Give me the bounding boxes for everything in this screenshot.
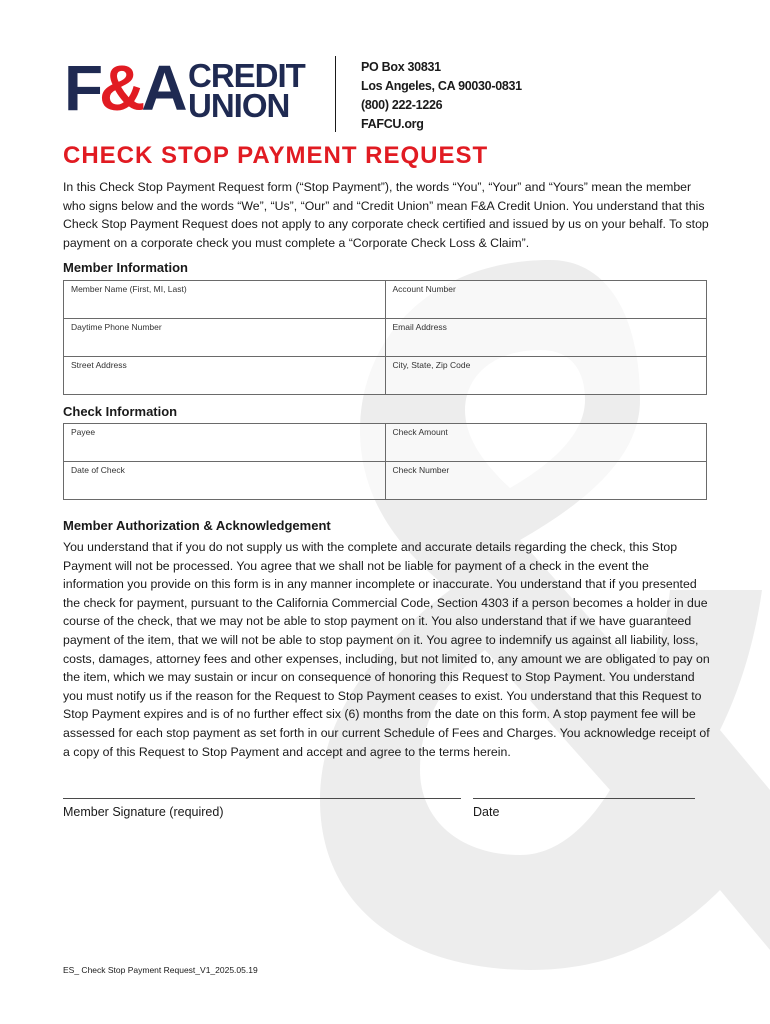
fa-credit-union-logo (64, 52, 314, 128)
address-phone: (800) 222-1226 (361, 98, 443, 112)
address-website[interactable]: FAFCU.org (361, 117, 424, 131)
check-amount-field[interactable] (385, 424, 707, 462)
street-address-field[interactable] (64, 357, 386, 395)
page-title: CHECK STOP PAYMENT REQUEST (63, 142, 489, 169)
email-label: Email Address (392, 322, 447, 332)
member-signature-line[interactable] (63, 798, 461, 799)
intro-paragraph: In this Check Stop Payment Request form (“Stop Payment”), the words “You”, “Your” and “Yours” mean the member who signs below and the words “We”, “Us”, “Our” and “Credit Union” mean F&A Credit Union. You understand that this Check Stop Payment Request does not apply to any corporate check certified and issued by us on your behalf. To stop payment on a corporate check you must complete a “Corporate Check Loss & Claim”. (63, 180, 709, 250)
member-information-table (63, 280, 707, 395)
date-of-check-field[interactable] (64, 462, 386, 500)
email-field[interactable] (385, 319, 707, 357)
check-amount-label: Check Amount (392, 427, 448, 437)
check-number-label: Check Number (392, 465, 450, 475)
logo-line-credit: CREDIT (188, 57, 305, 94)
member-name-label: Member Name (First, MI, Last) (71, 284, 187, 294)
signature-date-label: Date (473, 805, 500, 819)
check-information-table (63, 423, 707, 500)
mailing-address (361, 58, 522, 134)
daytime-phone-label: Daytime Phone Number (71, 322, 162, 332)
member-name-field[interactable] (64, 281, 386, 319)
date-of-check-label: Date of Check (71, 465, 125, 475)
header-divider (335, 56, 336, 132)
daytime-phone-field[interactable] (64, 319, 386, 357)
authorization-paragraph: You understand that if you do not supply us with the complete and accurate details regarding the check, this Stop Payment will not be processed. You agree that we shall not be liable for payment of a check in the event the information you provide on this form is in any manner incomplete or inaccurate. You understand that if you presented the check for payment, pursuant to the California Commercial Code, Section 4303 if a person becomes a holder in due course of the check, that we may not be able to stop payment on it. You also understand that if we have guaranteed payment of the item, that we will not be able to stop payment on it. You agree to indemnify us against all liability, loss, costs, damages, attorney fees and other expenses, including, but not limited to, any amount we are obligated to pay on the item, which we may sustain or incur on consequence of honoring this Request to Stop Payment. You understand you must notify us if the reason for the Request to Stop Payment ceases to exist. You understand that this Request to Stop Payment expires and is of no further effect six (6) months from the date on this form. A stop payment fee will be assessed for each stop payment as set forth in our current Schedule of Fees and Charges. You acknowledge receipt of a copy of this Request to Stop Payment and accept and agree to the terms herein. (63, 540, 710, 759)
address-city: Los Angeles, CA 90030-0831 (361, 79, 522, 93)
logo-monogram: F&A (64, 52, 184, 124)
member-information-heading: Member Information (63, 260, 188, 275)
logo-line-union: UNION (188, 87, 290, 124)
authorization-heading: Member Authorization & Acknowledgement (63, 518, 331, 533)
check-number-field[interactable] (385, 462, 707, 500)
address-po-box: PO Box 30831 (361, 60, 441, 74)
account-number-label: Account Number (392, 284, 456, 294)
form-version-footer: ES_ Check Stop Payment Request_V1_2025.05.19 (63, 965, 258, 975)
payee-label: Payee (71, 427, 96, 437)
account-number-field[interactable] (385, 281, 707, 319)
street-address-label: Street Address (71, 360, 127, 370)
city-state-zip-field[interactable] (385, 357, 707, 395)
payee-field[interactable] (64, 424, 386, 462)
city-state-zip-label: City, State, Zip Code (392, 360, 471, 370)
signature-date-line[interactable] (473, 798, 695, 799)
check-information-heading: Check Information (63, 404, 178, 419)
member-signature-label: Member Signature (required) (63, 805, 224, 819)
